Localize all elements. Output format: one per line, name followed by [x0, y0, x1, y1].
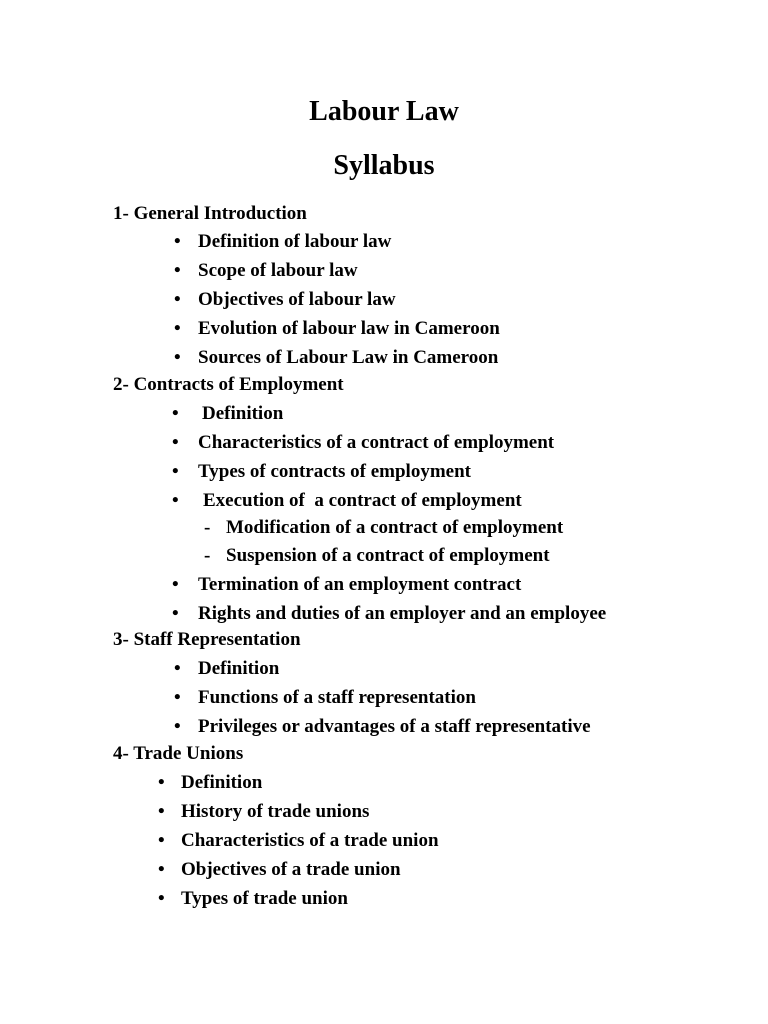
bullet-icon: • [172, 432, 179, 453]
list-item: Characteristics of a contract of employment [198, 432, 555, 453]
section-heading: 1- General Introduction [113, 203, 307, 224]
bullet-icon: • [174, 260, 181, 281]
list-item: Evolution of labour law in Cameroon [198, 318, 500, 339]
list-item: Privileges or advantages of a staff representative [198, 716, 591, 737]
list-item: Functions of a staff representation [198, 687, 476, 708]
list-item: Sources of Labour Law in Cameroon [198, 347, 499, 368]
list-item: Types of contracts of employment [198, 461, 471, 482]
list-item: Objectives of a trade union [181, 859, 401, 880]
bullet-icon: • [174, 716, 181, 737]
list-item: Definition [181, 772, 263, 793]
bullet-icon: • [158, 859, 165, 880]
list-item: Definition [198, 658, 280, 679]
bullet-icon: • [174, 687, 181, 708]
dash-icon: - [204, 545, 211, 566]
sub-list-item: Modification of a contract of employment [226, 517, 564, 538]
list-item: Types of trade union [181, 888, 348, 909]
section-heading: 3- Staff Representation [113, 629, 301, 650]
bullet-icon: • [174, 347, 181, 368]
list-item: Scope of labour law [198, 260, 358, 281]
list-item: Termination of an employment contract [198, 574, 522, 595]
bullet-icon: • [174, 318, 181, 339]
list-item: Characteristics of a trade union [181, 830, 439, 851]
dash-icon: - [204, 517, 211, 538]
bullet-icon: • [172, 603, 179, 624]
bullet-icon: • [172, 403, 179, 424]
list-item: Definition [202, 403, 284, 424]
document-subtitle: Syllabus [333, 150, 435, 181]
bullet-icon: • [174, 289, 181, 310]
section-heading: 4- Trade Unions [113, 743, 244, 764]
section-heading: 2- Contracts of Employment [113, 374, 344, 395]
list-item: Rights and duties of an employer and an employee [198, 603, 607, 624]
bullet-icon: • [158, 801, 165, 822]
sub-list-item: Suspension of a contract of employment [226, 545, 550, 566]
bullet-icon: • [158, 772, 165, 793]
list-item: History of trade unions [181, 801, 370, 822]
bullet-icon: • [174, 231, 181, 252]
list-item: Definition of labour law [198, 231, 392, 252]
bullet-icon: • [174, 658, 181, 679]
document-title: Labour Law [309, 96, 459, 127]
bullet-icon: • [158, 830, 165, 851]
bullet-icon: • [158, 888, 165, 909]
bullet-icon: • [172, 574, 179, 595]
list-item: Objectives of labour law [198, 289, 396, 310]
bullet-icon: • [172, 461, 179, 482]
bullet-icon: • [172, 490, 179, 511]
list-item: Execution of a contract of employment [203, 490, 522, 511]
